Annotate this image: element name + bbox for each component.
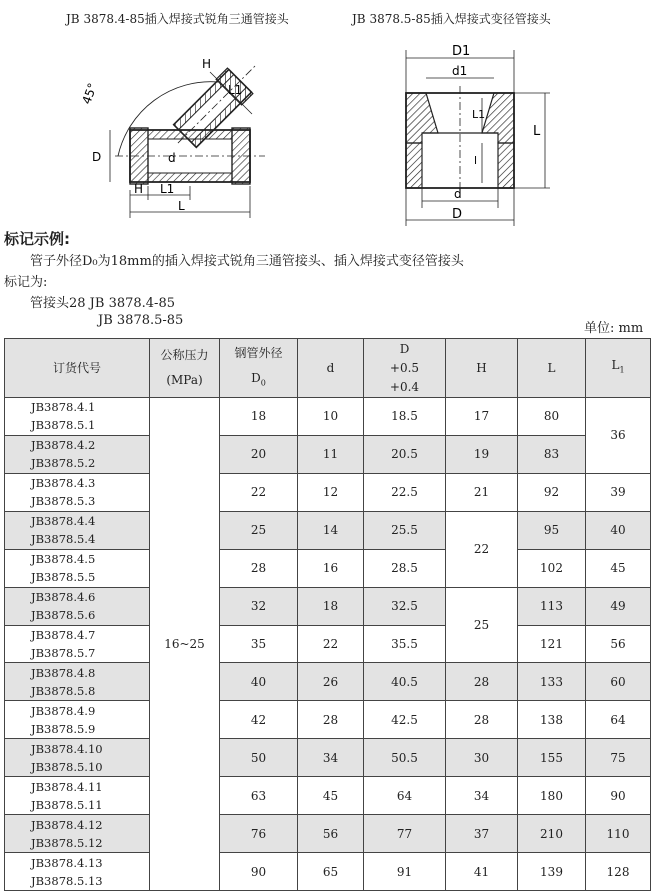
D-cell: 64 [364, 777, 446, 815]
L1-cell: 39 [586, 473, 651, 511]
L-cell: 102 [518, 549, 586, 587]
H-cell: 19 [446, 435, 518, 473]
L1-cell: 110 [586, 815, 651, 853]
code-a: JB3878.4.13 [31, 855, 103, 870]
code-a: JB3878.4.9 [31, 703, 96, 718]
header-d: d [298, 339, 364, 398]
d1-small-label: d1 [452, 64, 468, 78]
D-cell: 22.5 [364, 473, 446, 511]
d-cell: 34 [298, 739, 364, 777]
code-cell [5, 853, 150, 891]
d0-cell: 32 [220, 587, 298, 625]
H-cell: 34 [446, 777, 518, 815]
code-a: JB3878.4.5 [31, 552, 96, 567]
L1-cell: 64 [586, 701, 651, 739]
table-row [5, 815, 651, 853]
H-cell: 17 [446, 398, 518, 436]
H-cell: 41 [446, 853, 518, 891]
header-D [364, 339, 446, 398]
code-cell [5, 511, 150, 549]
code-a: JB3878.4.7 [31, 627, 96, 642]
L1-cell: 36 [586, 398, 651, 474]
D-cell: 50.5 [364, 739, 446, 777]
code-a: JB3878.4.6 [31, 590, 96, 605]
code-b: JB3878.5.8 [31, 683, 96, 698]
code-b: JB3878.5.2 [31, 456, 96, 471]
spec-table [4, 338, 651, 891]
header-L: L [518, 339, 586, 398]
d-cell: 65 [298, 853, 364, 891]
code-a: JB3878.4.8 [31, 665, 96, 680]
header-L1-main: L [611, 358, 620, 373]
code-cell [5, 739, 150, 777]
code-a: JB3878.4.4 [31, 514, 96, 529]
D-cell: 20.5 [364, 435, 446, 473]
table-row [5, 663, 651, 701]
code-cell [5, 473, 150, 511]
marking-code-2: JB 3878.5-85 [98, 313, 184, 328]
H-cell: 28 [446, 663, 518, 701]
L-cell: 80 [518, 398, 586, 436]
l1-label: L1 [472, 108, 486, 121]
table-row [5, 701, 651, 739]
code-b: JB3878.5.9 [31, 721, 96, 736]
code-a: JB3878.4.12 [31, 817, 103, 832]
L1-cell: 40 [586, 511, 651, 549]
L-cell: 133 [518, 663, 586, 701]
D-cell: 91 [364, 853, 446, 891]
d1-big-label: D1 [452, 44, 471, 59]
L1-cell: 56 [586, 625, 651, 663]
code-b: JB3878.5.3 [31, 494, 96, 509]
i-label: l [474, 154, 478, 167]
L1-cell: 45 [586, 549, 651, 587]
header-D-line1: D [399, 341, 410, 356]
table-row [5, 853, 651, 891]
L1-cell: 75 [586, 739, 651, 777]
d-cell: 18 [298, 587, 364, 625]
header-L1-sub: 1 [619, 365, 625, 375]
H-cell: 30 [446, 739, 518, 777]
angle-label: 45° [79, 81, 100, 107]
tee-fitting-drawing [60, 40, 310, 225]
D-cell: 42.5 [364, 701, 446, 739]
code-b: JB3878.5.4 [31, 532, 96, 547]
l-label: L [533, 124, 541, 139]
D-cell: 40.5 [364, 663, 446, 701]
branch-l1-label: L1 [228, 83, 243, 97]
code-a: JB3878.4.1 [31, 400, 96, 415]
bottom-l-label: L [178, 199, 185, 213]
d-cell: 26 [298, 663, 364, 701]
d-cell: 28 [298, 701, 364, 739]
table-row [5, 777, 651, 815]
code-b: JB3878.5.6 [31, 608, 96, 623]
L-cell: 113 [518, 587, 586, 625]
code-a: JB3878.4.11 [31, 779, 103, 794]
code-b: JB3878.5.1 [31, 418, 96, 433]
D-cell: 25.5 [364, 511, 446, 549]
H-cell: 25 [446, 587, 518, 663]
d-cell: 56 [298, 815, 364, 853]
d0-cell: 28 [220, 549, 298, 587]
L-cell: 139 [518, 853, 586, 891]
header-od-line2: D [251, 370, 261, 385]
unit-label: 单位: mm [584, 321, 644, 336]
outer-d-label: D [92, 150, 102, 164]
d0-cell: 18 [220, 398, 298, 436]
L-cell: 92 [518, 473, 586, 511]
bottom-l1-label: L1 [160, 182, 175, 196]
header-pressure [150, 339, 220, 398]
code-cell [5, 625, 150, 663]
header-H: H [446, 339, 518, 398]
table-row [5, 435, 651, 473]
pressure-cell: 16~25 [150, 398, 220, 891]
header-code: 订货代号 [5, 339, 150, 398]
marking-heading: 标记示例: [4, 230, 70, 248]
header-od-sub: 0 [260, 378, 266, 388]
d-cell: 10 [298, 398, 364, 436]
code-a: JB3878.4.3 [31, 476, 96, 491]
left-figure-caption: JB 3878.4-85插入焊接式锐角三通管接头 [66, 12, 289, 26]
branch-h-label: H [202, 57, 212, 71]
d0-cell: 20 [220, 435, 298, 473]
inner-d-label: d [168, 151, 176, 165]
code-cell [5, 435, 150, 473]
d-cell: 16 [298, 549, 364, 587]
L-cell: 180 [518, 777, 586, 815]
d-cell: 45 [298, 777, 364, 815]
d0-cell: 35 [220, 625, 298, 663]
table-row [5, 625, 651, 663]
marking-description: 管子外径D₀为18mm的插入焊接式锐角三通管接头、插入焊接式变径管接头 [30, 254, 464, 269]
D-cell: 32.5 [364, 587, 446, 625]
table-row [5, 511, 651, 549]
code-cell [5, 701, 150, 739]
code-b: JB3878.5.11 [31, 797, 103, 812]
header-pressure-line2: (MPa) [166, 373, 203, 387]
L-cell: 83 [518, 435, 586, 473]
d0-cell: 76 [220, 815, 298, 853]
D-cell: 77 [364, 815, 446, 853]
H-cell: 21 [446, 473, 518, 511]
L-cell: 155 [518, 739, 586, 777]
d0-cell: 42 [220, 701, 298, 739]
header-pressure-line1: 公称压力 [160, 348, 209, 362]
d-small-label: d [454, 187, 462, 201]
marking-label: 标记为: [4, 275, 48, 290]
code-b: JB3878.5.7 [31, 645, 96, 660]
D-cell: 28.5 [364, 549, 446, 587]
L-cell: 95 [518, 511, 586, 549]
code-cell [5, 549, 150, 587]
L1-cell: 60 [586, 663, 651, 701]
right-figure-caption: JB 3878.5-85插入焊接式变径管接头 [352, 12, 551, 26]
d-cell: 11 [298, 435, 364, 473]
code-a: JB3878.4.2 [31, 438, 96, 453]
table-row [5, 739, 651, 777]
code-cell [5, 777, 150, 815]
d0-cell: 63 [220, 777, 298, 815]
code-b: JB3878.5.12 [31, 835, 103, 850]
L-cell: 121 [518, 625, 586, 663]
d-cell: 14 [298, 511, 364, 549]
D-cell: 35.5 [364, 625, 446, 663]
code-b: JB3878.5.5 [31, 570, 96, 585]
code-cell [5, 398, 150, 436]
d0-cell: 90 [220, 853, 298, 891]
L1-cell: 49 [586, 587, 651, 625]
header-L1 [586, 339, 651, 398]
d0-cell: 22 [220, 473, 298, 511]
bottom-h-label: H [134, 182, 144, 196]
d0-cell: 40 [220, 663, 298, 701]
header-od-line1: 钢管外径 [234, 345, 283, 360]
d0-cell: 25 [220, 511, 298, 549]
table-row [5, 398, 651, 436]
H-cell: 28 [446, 701, 518, 739]
reducer-fitting-drawing [390, 38, 565, 228]
header-outer-diameter [220, 339, 298, 398]
code-b: JB3878.5.13 [31, 873, 103, 888]
d0-cell: 50 [220, 739, 298, 777]
d-big-label: D [452, 207, 463, 222]
header-D-line3: +0.4 [389, 379, 420, 394]
L-cell: 138 [518, 701, 586, 739]
L1-cell: 128 [586, 853, 651, 891]
header-D-line2: +0.5 [389, 360, 420, 375]
code-a: JB3878.4.10 [31, 741, 103, 756]
d-cell: 12 [298, 473, 364, 511]
table-header-row [5, 339, 651, 398]
H-cell: 22 [446, 511, 518, 587]
H-cell: 37 [446, 815, 518, 853]
marking-code-1: 管接头28 JB 3878.4-85 [30, 296, 175, 311]
code-cell [5, 663, 150, 701]
d-cell: 22 [298, 625, 364, 663]
code-cell [5, 815, 150, 853]
L1-cell: 90 [586, 777, 651, 815]
table-row [5, 549, 651, 587]
code-b: JB3878.5.10 [31, 759, 103, 774]
L-cell: 210 [518, 815, 586, 853]
D-cell: 18.5 [364, 398, 446, 436]
table-row [5, 587, 651, 625]
table-row [5, 473, 651, 511]
code-cell [5, 587, 150, 625]
